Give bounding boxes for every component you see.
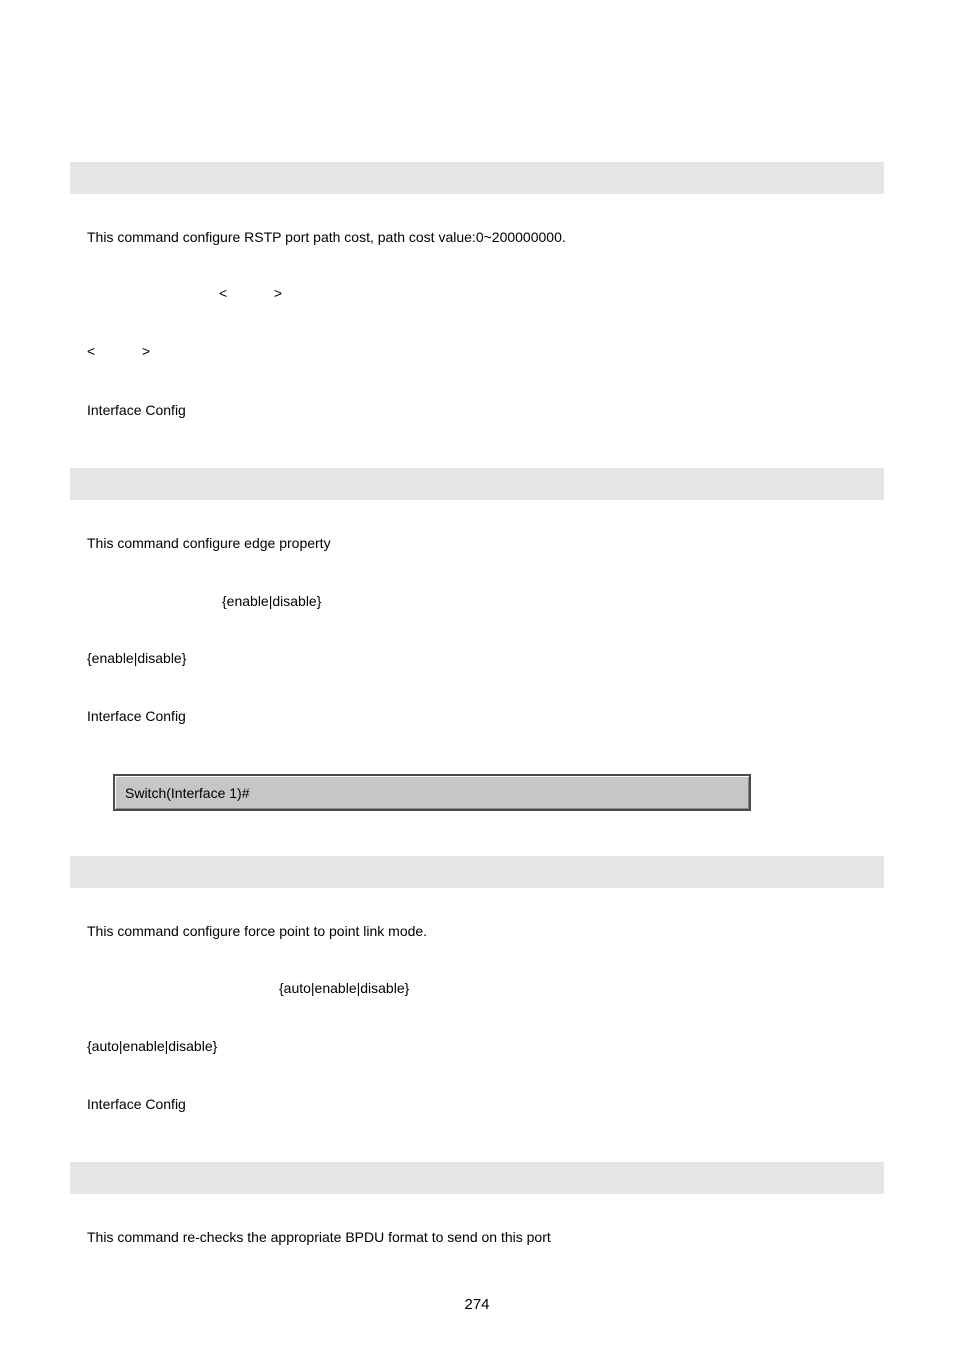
section-header-bar: [70, 468, 884, 500]
section-description: This command configure force point to point link mode.: [87, 923, 428, 939]
command-syntax-parameter: < >: [219, 285, 283, 301]
example-prompt: Switch(Interface 1)#: [125, 785, 250, 801]
example-box: [113, 774, 751, 811]
parameter-name: < >: [87, 343, 151, 359]
section-header-bar: [70, 856, 884, 888]
section-header-bar: [70, 162, 884, 194]
parameter-name: {enable|disable}: [87, 650, 187, 666]
section-description: This command configure edge property: [87, 535, 331, 551]
section-description: This command re-checks the appropriate BPDU format to send on this port: [87, 1229, 551, 1245]
parameter-name: {auto|enable|disable}: [87, 1038, 218, 1054]
command-mode: Interface Config: [87, 708, 186, 724]
page-number: 274: [464, 1296, 490, 1313]
command-syntax-parameter: {auto|enable|disable}: [279, 980, 410, 996]
command-mode: Interface Config: [87, 1096, 186, 1112]
section-header-bar: [70, 1162, 884, 1194]
command-syntax-parameter: {enable|disable}: [222, 593, 322, 609]
section-description: This command configure RSTP port path cost, path cost value:0~200000000.: [87, 229, 566, 245]
command-mode: Interface Config: [87, 402, 186, 418]
